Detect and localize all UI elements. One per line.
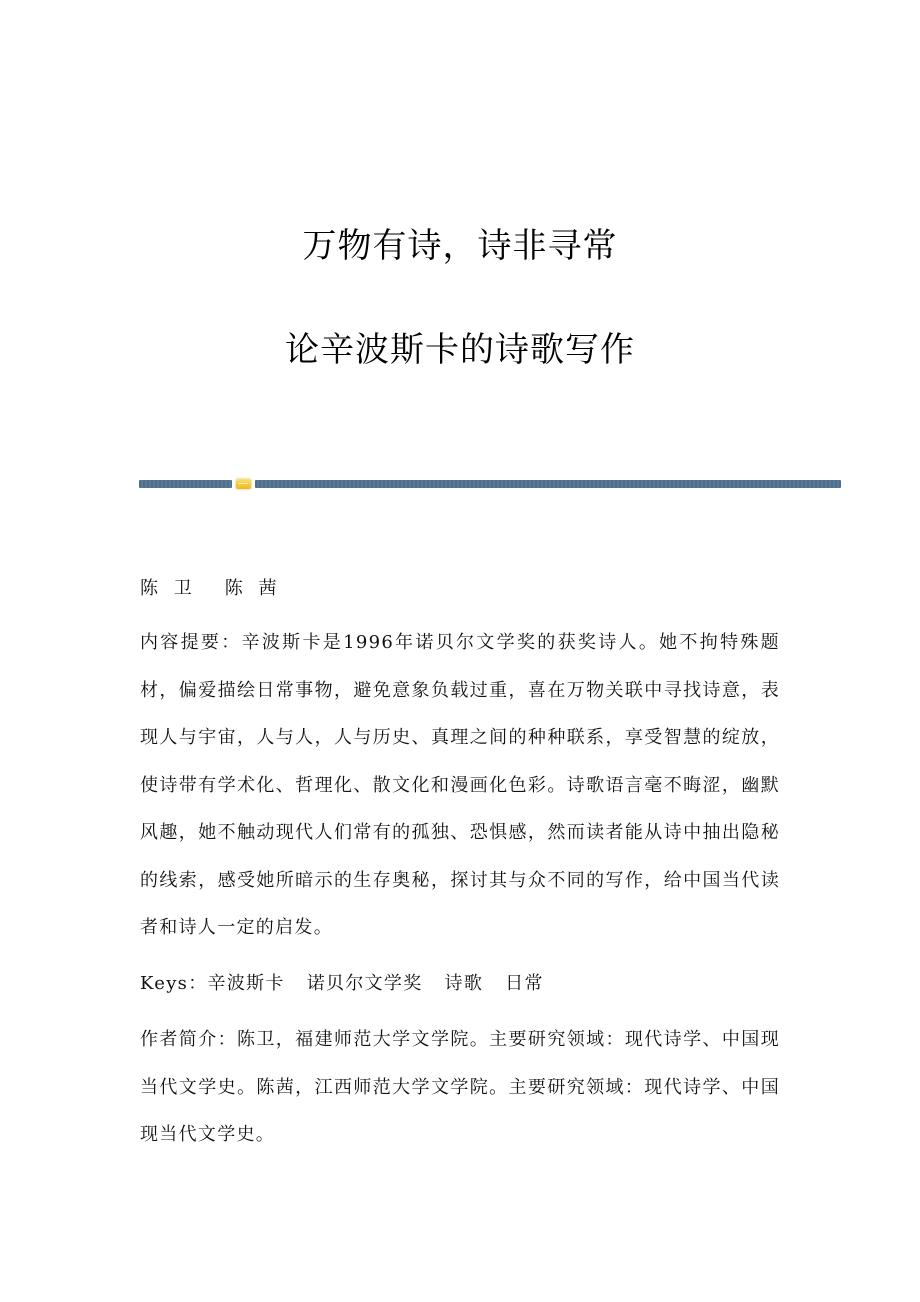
ornament-icon [236, 479, 251, 489]
author-name: 陈 卫 [140, 578, 197, 599]
divider-bar-right [255, 480, 841, 488]
decorative-divider [139, 479, 841, 489]
keyword: 辛波斯卡 [207, 973, 285, 994]
keywords-label: Keys： [140, 973, 208, 994]
title-line-2: 论辛波斯卡的诗歌写作 [285, 330, 635, 370]
divider-bar-left [139, 480, 232, 488]
author-line [140, 565, 780, 613]
author-name: 陈 茜 [224, 578, 282, 599]
keywords-line [140, 960, 780, 1008]
title-line-1: 万物有诗，诗非寻常 [302, 226, 618, 266]
abstract-paragraph: 内容提要：辛波斯卡是1996年诺贝尔文学奖的获奖诗人。她不拘特殊题材，偏爱描绘日常事物，避免意象负载过重，喜在万物关联中寻找诗意，表现人与宇宙，人与人，人与历史、真理之间的种种联系，享受智慧的绽放，使诗带有学术化、哲理化、散文化和漫画化色彩。诗歌语言毫不晦涩，幽默风趣，她不触动现代人们常有的孤独、恐惧感，然而读者能从诗中抽出隐秘的线索，感受她所暗示的生存奥秘，探讨其与众不同的写作，给中国当代读者和诗人一定的启发。 [140, 632, 780, 938]
keyword: 日常 [505, 973, 544, 994]
keyword: 诗歌 [444, 973, 484, 994]
author-bio-paragraph: 作者简介：陈卫，福建师范大学文学院。主要研究领域：现代诗学、中国现当代文学史。陈茜，江西师范大学文学院。主要研究领域：现代诗学、中国现当代文学史。 [140, 1029, 780, 1145]
keyword: 诺贝尔文学奖 [306, 973, 423, 994]
